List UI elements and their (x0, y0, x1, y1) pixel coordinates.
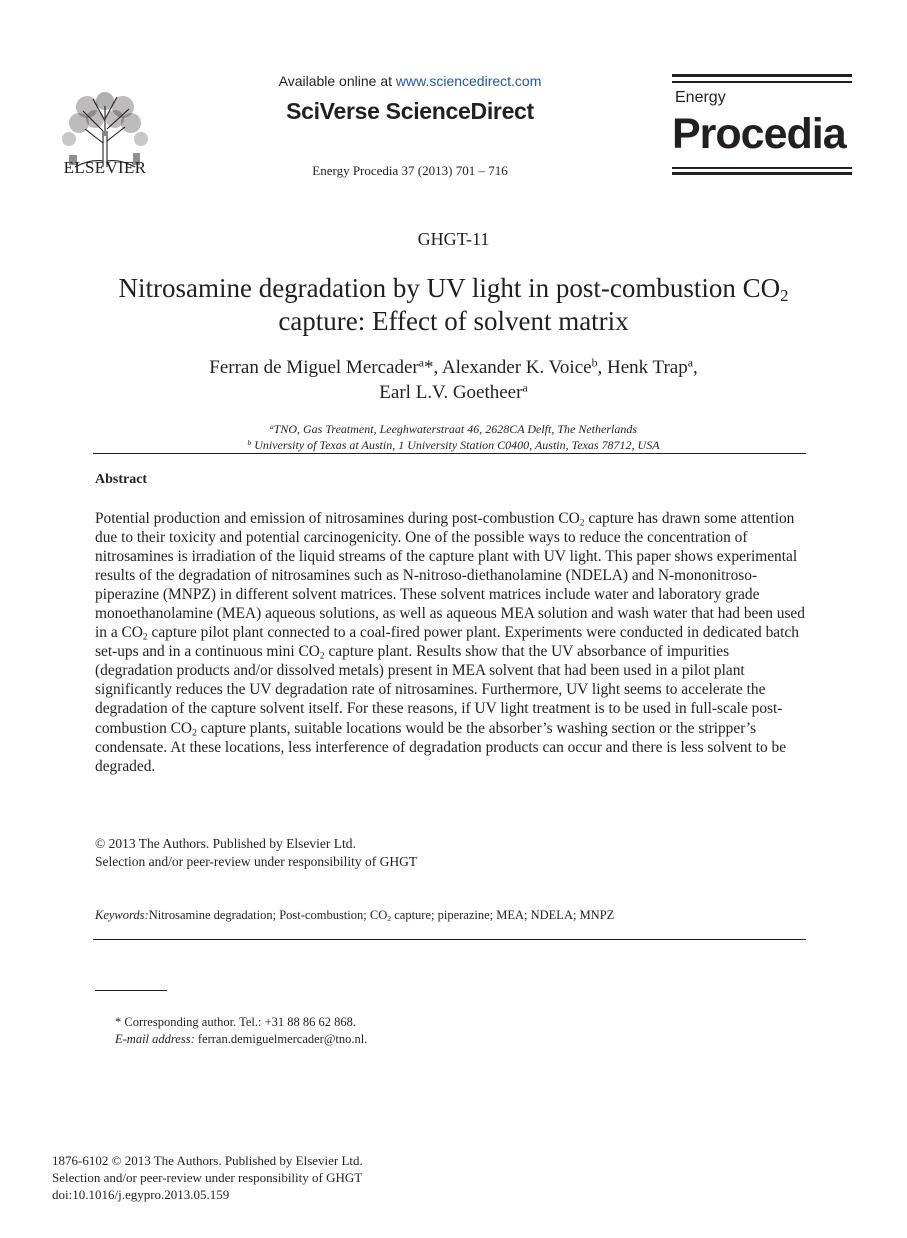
author-name: Ferran de Miguel Mercader (209, 357, 419, 378)
author-affil-mark: a (418, 356, 424, 370)
available-online (240, 73, 580, 89)
journal-name-large: Procedia (672, 110, 846, 158)
affiliation-b (100, 437, 807, 453)
corresponding-author: * Corresponding author. Tel.: +31 88 86 62 868. (115, 1015, 356, 1029)
journal-name-small: Energy (675, 89, 726, 106)
author-affil-mark: a (522, 381, 528, 395)
abstract-text-part: capture plant. Results show that the UV absorbance of impurities (degradation products and/or dissolved metals) present in MEA solvent that had been used in a pilot plant significantly reduces the UV degradation rate of nitrosamines. Furthermore, UV light seems to accelerate the degradation of the capture solvent itself. For these reasons, if UV light treatment is to be used in full-scale post-combustion CO (95, 643, 783, 737)
author-separator: , (597, 357, 607, 378)
co2-subscript: 2 (319, 650, 325, 662)
email-label: E-mail address: (115, 1032, 195, 1046)
author-name: Henk Trap (606, 357, 688, 378)
logo-rule-bottom-thin (672, 167, 852, 169)
keywords-text: capture; piperazine; MEA; NDELA; MNPZ (391, 908, 615, 922)
footnote-rule (95, 990, 167, 991)
keywords-divider (93, 939, 806, 940)
sciencedirect-link[interactable]: www.sciencedirect.com (395, 73, 542, 89)
paper-title (60, 272, 847, 338)
affiliation-text: University of Texas at Austin, 1 University Station C0400, Austin, Texas 78712, USA (254, 438, 660, 452)
affiliation-text: TNO, Gas Treatment, Leeghwaterstraat 46, 2628CA Delft, The Netherlands (273, 422, 638, 436)
page-footer (52, 1152, 552, 1203)
affiliation-a (100, 421, 807, 437)
review-line: Selection and/or peer-review under responsibility of GHGT (52, 1170, 363, 1185)
available-prefix: Available online at (278, 73, 396, 89)
header-divider (93, 453, 806, 454)
author-separator: , (692, 357, 698, 378)
author-affil-mark: b (591, 356, 598, 370)
journal-citation: Energy Procedia 37 (2013) 701 – 716 (312, 163, 508, 178)
author-list (100, 355, 807, 405)
publisher-name: ELSEVIER (63, 158, 147, 177)
abstract-heading: Abstract (95, 472, 148, 487)
title-line2: capture: Effect of solvent matrix (278, 306, 629, 336)
title-line1: Nitrosamine degradation by UV light in post-combustion CO (118, 273, 781, 303)
doi-line[interactable]: doi:10.1016/j.egypro.2013.05.159 (52, 1187, 230, 1202)
copyright-notice (95, 835, 807, 871)
corresponding-footnote (115, 1014, 815, 1048)
author-name: Earl L.V. Goetheer (379, 382, 523, 403)
abstract-text-part: capture has drawn some attention due to their toxicity and potential carcinogenicity. One of the possible ways to reduce the concentration of nitrosamines is irradiation of the liquid streams of the capture plant with UV light. This paper shows experimental results of the degradation of nitrosamines such as N-nitroso-diethanolamine (NDELA) and N-mononitroso-piperazine (MNPZ) in different solvent matrices. These solvent matrices include water and laboratory grade monoethanolamine (MEA) aqueous solutions, as well as aqueous MEA solution and wash water that had been used in a CO (95, 510, 805, 642)
email-line (115, 1031, 815, 1048)
review-line: Selection and/or peer-review under responsibility of GHGT (95, 854, 418, 869)
abstract-body (95, 509, 807, 776)
keywords (95, 908, 807, 923)
abstract-text-part: Potential production and emission of nitrosamines during post-combustion CO (95, 510, 580, 527)
logo-rule-top-thin (672, 81, 852, 83)
abstract-text-part: capture pilot plant connected to a coal-fired power plant. Experiments were conducted in dedicated batch set-ups and in a continuous mini CO (95, 624, 799, 661)
author-affil-mark: a (687, 356, 693, 370)
co2-subscript: 2 (142, 631, 148, 643)
issn-line: 1876-6102 © 2013 The Authors. Published by Elsevier Ltd. (52, 1153, 363, 1168)
co2-subscript: 2 (192, 726, 197, 738)
affiliations (100, 421, 807, 453)
co2-subscript: 2 (387, 913, 392, 923)
corresponding-star: * (423, 357, 434, 378)
logo-rule-top (672, 74, 852, 77)
author-name: Alexander K. Voice (441, 357, 592, 378)
platform-name: SciVerse ScienceDirect (286, 98, 534, 124)
email-address[interactable]: ferran.demiguelmercader@tno.nl. (194, 1032, 368, 1046)
affiliation-mark: b (247, 437, 252, 447)
title-subscript: 2 (780, 286, 789, 306)
journal-logo (672, 74, 852, 178)
keywords-label: Keywords: (95, 908, 149, 922)
author-separator: , (433, 357, 442, 378)
copyright-line: © 2013 The Authors. Published by Elsevier Ltd. (95, 836, 356, 851)
keywords-text: Nitrosamine degradation; Post-combustion; CO (148, 908, 388, 922)
abstract-text-part: capture plants, suitable locations would be the absorber’s washing section or the stripper’s condensate. At these locations, less interference of degradation products can occur and there is less solvent to be degraded. (95, 719, 787, 775)
affiliation-mark: a (269, 421, 274, 431)
conference-label: GHGT-11 (417, 229, 490, 249)
co2-subscript: 2 (579, 517, 585, 529)
logo-rule-bottom (672, 172, 852, 175)
